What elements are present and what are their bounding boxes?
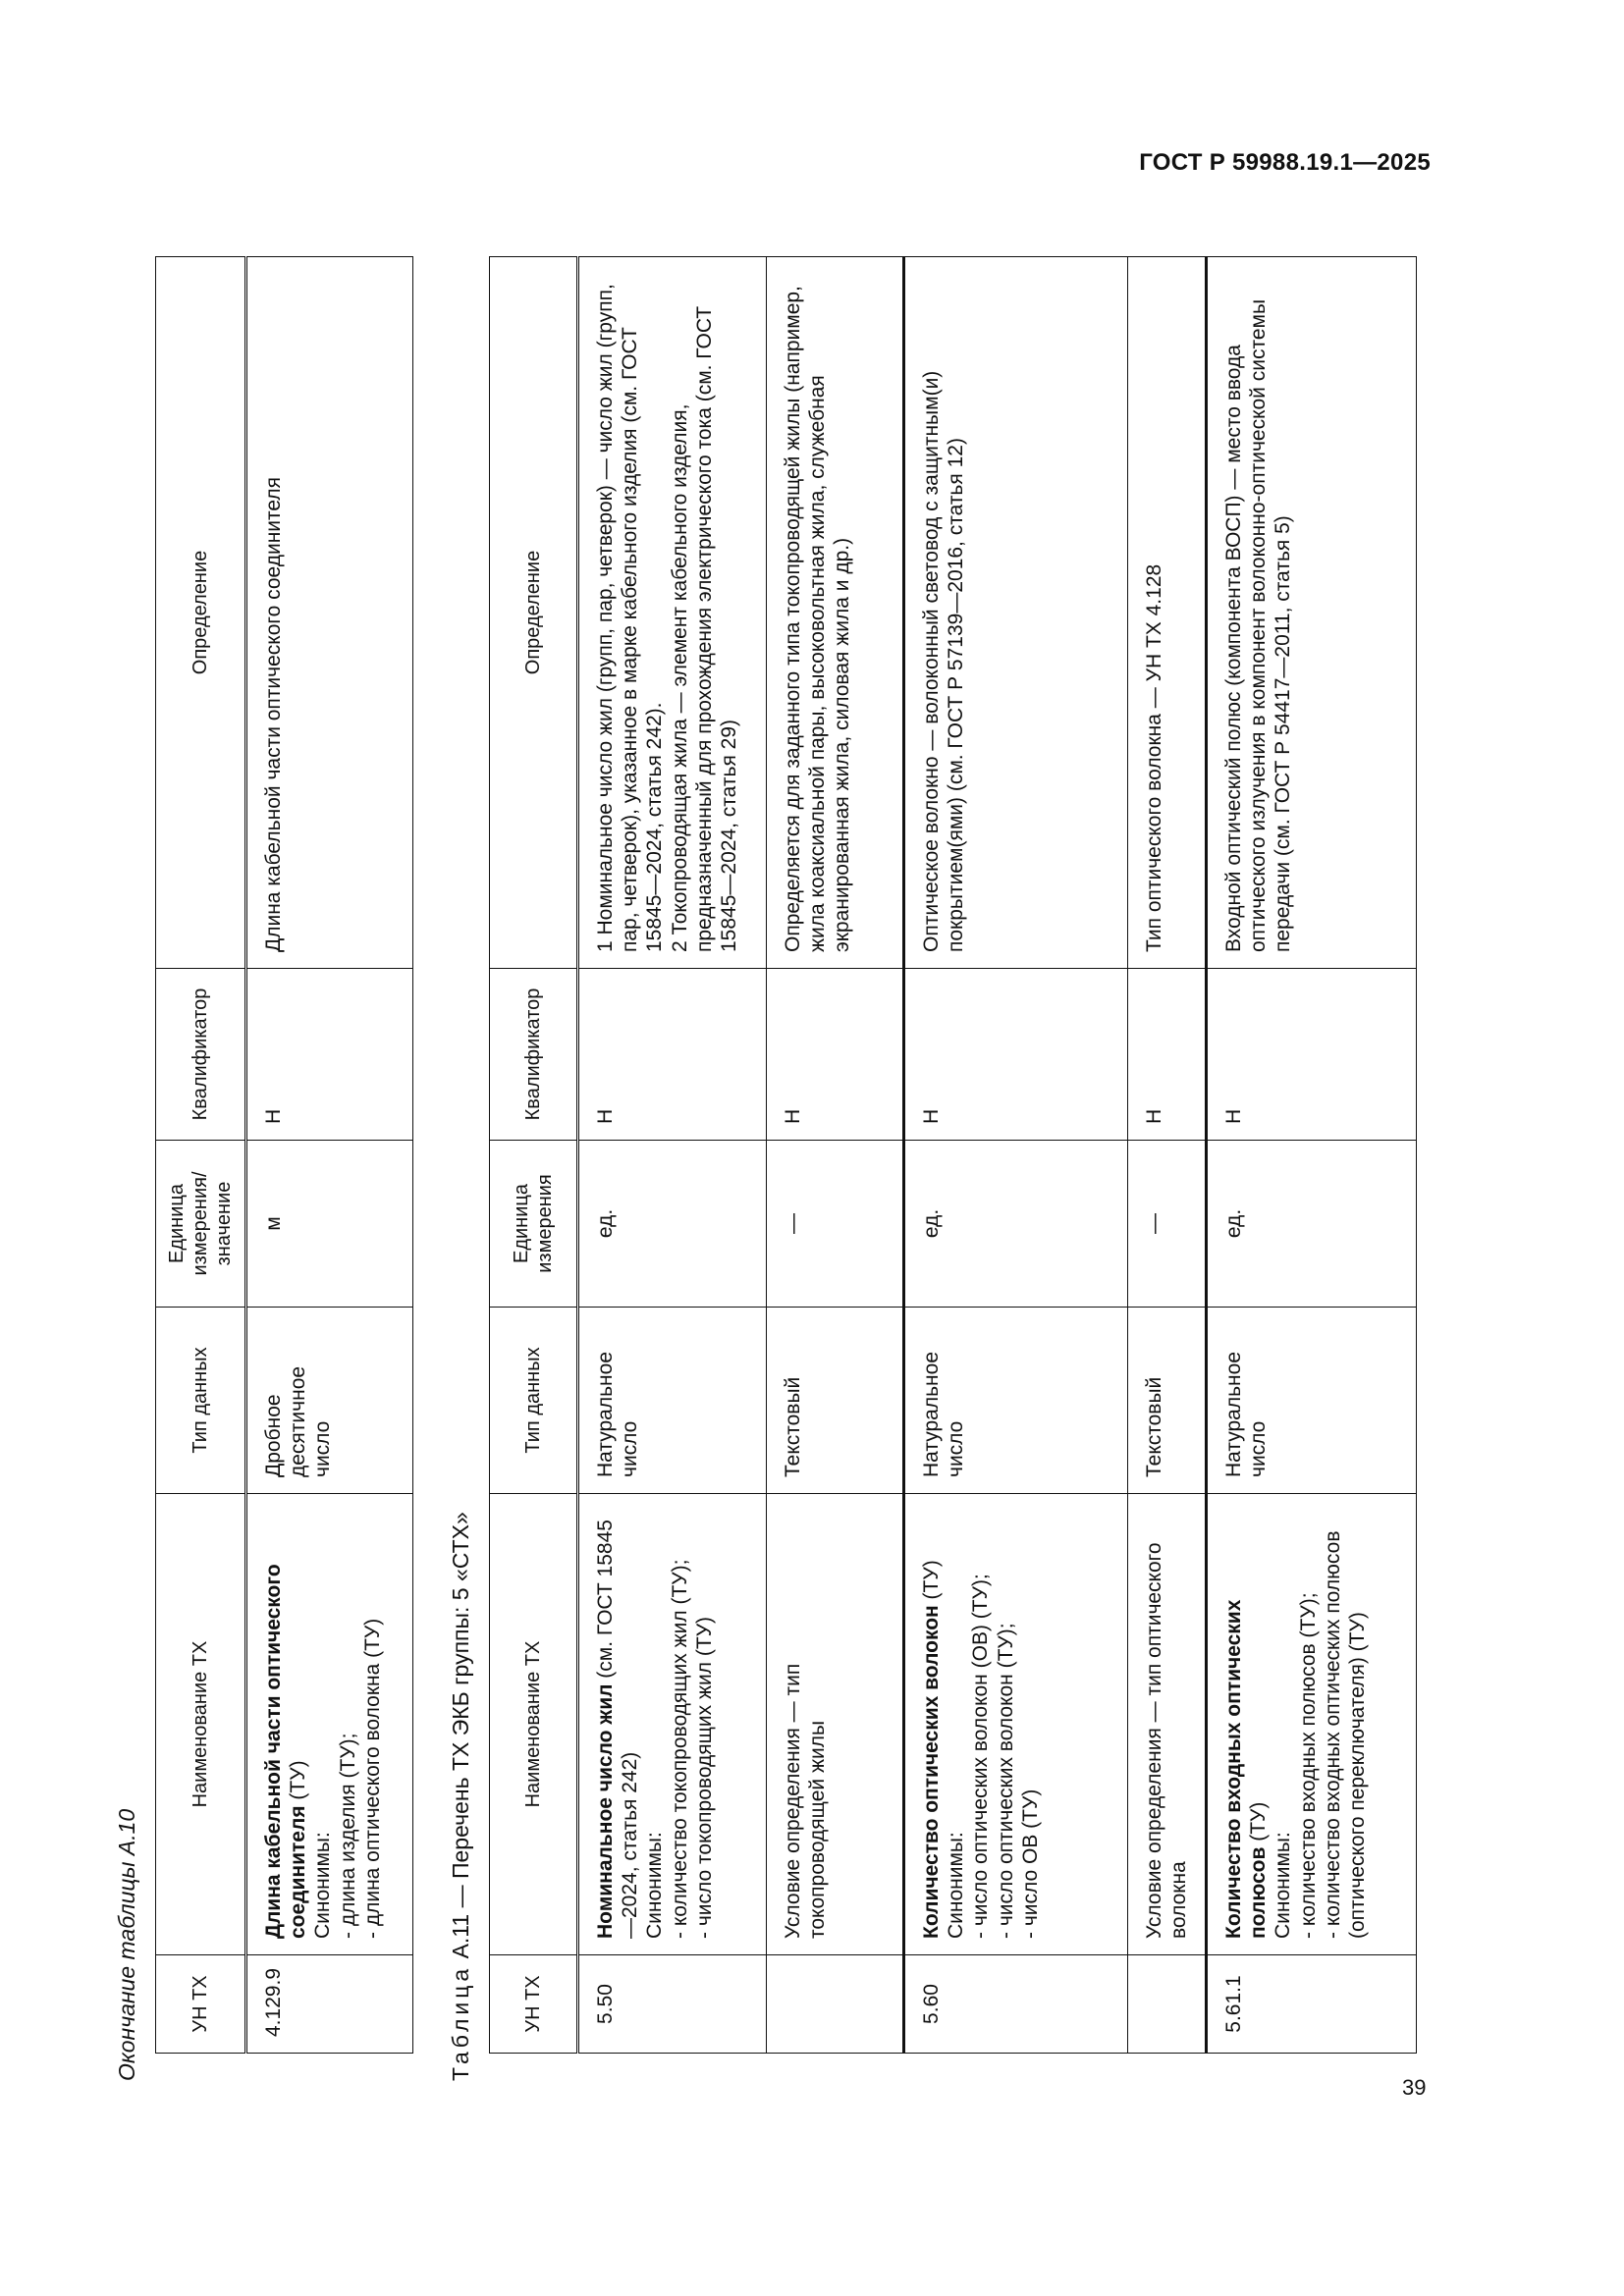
cell-name-bold: Длина кабельной части оптического соединителя [262,1564,310,1939]
table-a10 [155,256,413,2054]
cell-name-rest: (ТУ) [1247,1801,1271,1847]
synonyms-label: Синонимы: [643,1832,667,1939]
cell-definition: Определяется для заданного типа токопроводящей жилы (например, жила коаксиальной пары, высоковольтная жила, служебная экранированная жила, силовая жила и др.) [767,257,904,969]
col-header-unit: Единица измерения/ значение [156,1141,246,1308]
synonyms-label: Синонимы: [1272,1832,1295,1939]
cell-name-rest: (см. ГОСТ 15845—2024, статья 242) [594,1520,642,1939]
col-header-id: УН ТХ [490,1955,578,2054]
col-header-type: Тип данных [490,1308,578,1494]
col-header-definition: Определение [156,257,246,969]
col-header-id: УН ТХ [156,1955,246,2054]
cell-name [578,1494,767,1955]
cell-name-bold: Количество оптических волокон [920,1605,943,1939]
col-header-type: Тип данных [156,1308,246,1494]
table-row [1128,257,1207,2054]
table-a11-header-row [490,257,578,2054]
cell-data-type: Натуральное число [1207,1308,1417,1494]
cell-qualifier: Н [767,969,904,1141]
col-header-qualifier: Квалификатор [156,969,246,1141]
cell-name: Условие определения — тип токопроводящей жилы [767,1494,904,1955]
cell-definition: Оптическое волокно — волоконный световод с защитным(и) покрытием(ями) (см. ГОСТ Р 57139—2016, статья 12) [904,257,1128,969]
table-row [1207,257,1417,2054]
cell-qualifier: Н [1207,969,1417,1141]
cell-name-rest: (ТУ) [920,1560,943,1606]
cell-unit: ед. [1207,1141,1417,1308]
synonym-item: - число оптических волокон (ТУ); [994,1623,1017,1939]
cell-id: 4.129.9 [246,1955,413,2054]
cell-id: 5.60 [904,1955,1128,2054]
synonym-item: - число ОВ (ТУ) [1018,1789,1042,1939]
cell-id: 5.50 [578,1955,767,2054]
table-row [767,257,904,2054]
synonym-item: - длина изделия (ТУ); [336,1733,359,1939]
cell-id: 5.61.1 [1207,1955,1417,2054]
cell-unit: — [1128,1141,1207,1308]
cell-data-type: Натуральное число [578,1308,767,1494]
table-a11-caption [448,1512,473,2081]
cell-name [904,1494,1128,1955]
cell-unit: ед. [578,1141,767,1308]
cell-name-bold: Количество входных оптических полюсов [1222,1599,1271,1939]
cell-definition: Тип оптического волокна — УН ТХ 4.128 [1128,257,1207,969]
caption-prefix: Таблица [448,1964,473,2081]
rotated-table-area [106,236,1432,2081]
table-row [246,257,413,2054]
cell-id [1128,1955,1207,2054]
synonym-item: - длина оптического волокна (ТУ) [360,1618,384,1939]
table-a10-header-row [156,257,246,2054]
synonym-item: - количество токопроводящих жил (ТУ); [668,1559,691,1939]
synonym-item: - количество входных оптических полюсов (оптического переключателя) (ТУ) [1321,1530,1369,1939]
synonym-item: - число оптических волокон (ОВ) (ТУ); [969,1574,993,1939]
cell-name [246,1494,413,1955]
cell-name-bold: Номинальное число жил [594,1683,617,1939]
synonyms-label: Синонимы: [311,1832,335,1939]
cell-data-type: Натуральное число [904,1308,1128,1494]
cell-name-rest: (ТУ) [287,1760,310,1806]
table-a10-caption: Окончание таблицы А.10 [114,1808,139,2081]
col-header-name: Наименование ТХ [156,1494,246,1955]
cell-unit: м [246,1141,413,1308]
cell-definition: 1 Номинальное число жил (групп, пар, четверок) — число жил (групп, пар, четверок), указанное в марке кабельного изделия (см. ГОСТ 15845—2024, статья 242). 2 Токопроводящая жила — элемент кабельного изделия, предназначенный для прохождения электрического тока (см. ГОСТ 15845—2024, статья 29) [578,257,767,969]
caption-rest: А.11 — Перечень ТХ ЭКБ группы: 5 «СТХ» [448,1512,473,1965]
cell-unit: ед. [904,1141,1128,1308]
cell-data-type: Текстовый [1128,1308,1207,1494]
cell-qualifier: Н [246,969,413,1141]
col-header-qualifier: Квалификатор [490,969,578,1141]
cell-definition: Длина кабельной части оптического соединителя [246,257,413,969]
synonym-item: - число токопроводящих жил (ТУ) [692,1616,716,1939]
col-header-unit: Единица измерения [490,1141,578,1308]
synonym-item: - количество входных полюсов (ТУ); [1296,1592,1320,1939]
cell-unit: — [767,1141,904,1308]
cell-data-type: Текстовый [767,1308,904,1494]
cell-id [767,1955,904,2054]
synonyms-label: Синонимы: [945,1832,968,1939]
cell-name: Условие определения — тип оптического волокна [1128,1494,1207,1955]
col-header-name: Наименование ТХ [490,1494,578,1955]
table-row [578,257,767,2054]
cell-name [1207,1494,1417,1955]
col-header-definition: Определение [490,257,578,969]
cell-qualifier: Н [1128,969,1207,1141]
cell-qualifier: Н [578,969,767,1141]
cell-definition: Входной оптический полюс (компонента ВОСП) — место ввода оптического излучения в компонент волоконно-оптической системы передачи (см. ГОСТ Р 54417—2011, статья 5) [1207,257,1417,969]
cell-qualifier: Н [904,969,1128,1141]
table-a11 [489,256,1417,2054]
cell-data-type: Дробное десятичное число [246,1308,413,1494]
document-id-header: ГОСТ Р 59988.19.1—2025 [1139,149,1431,176]
table-row [904,257,1128,2054]
page-number: 39 [1402,2075,1427,2100]
